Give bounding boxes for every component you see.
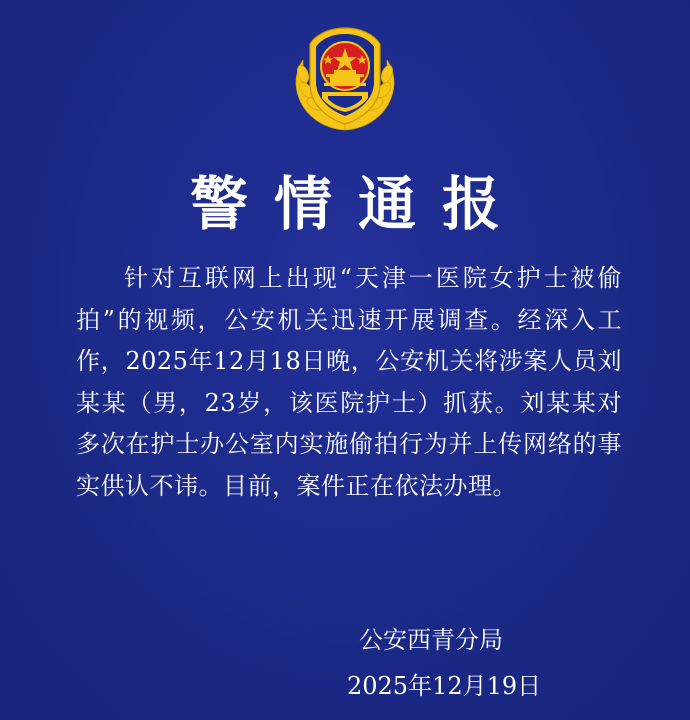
notice-body: 针对互联网上出现“天津一医院女护士被偷拍”的视频，公安机关迅速开展调查。经深入工作，2025年12月18日晚，公安机关将涉案人员刘某某（男，23岁，该医院护士）抓获。刘某某对多次在护士办公室内实施偷拍行为并上传网络的事实供认不讳。目前，案件正在依法办理。: [76, 264, 622, 500]
page-title: 警情通报: [189, 170, 526, 238]
police-emblem-icon: [288, 22, 402, 136]
issue-date: 2025年12月19日: [347, 672, 542, 700]
issuing-organization: 公安西青分局: [359, 626, 503, 654]
